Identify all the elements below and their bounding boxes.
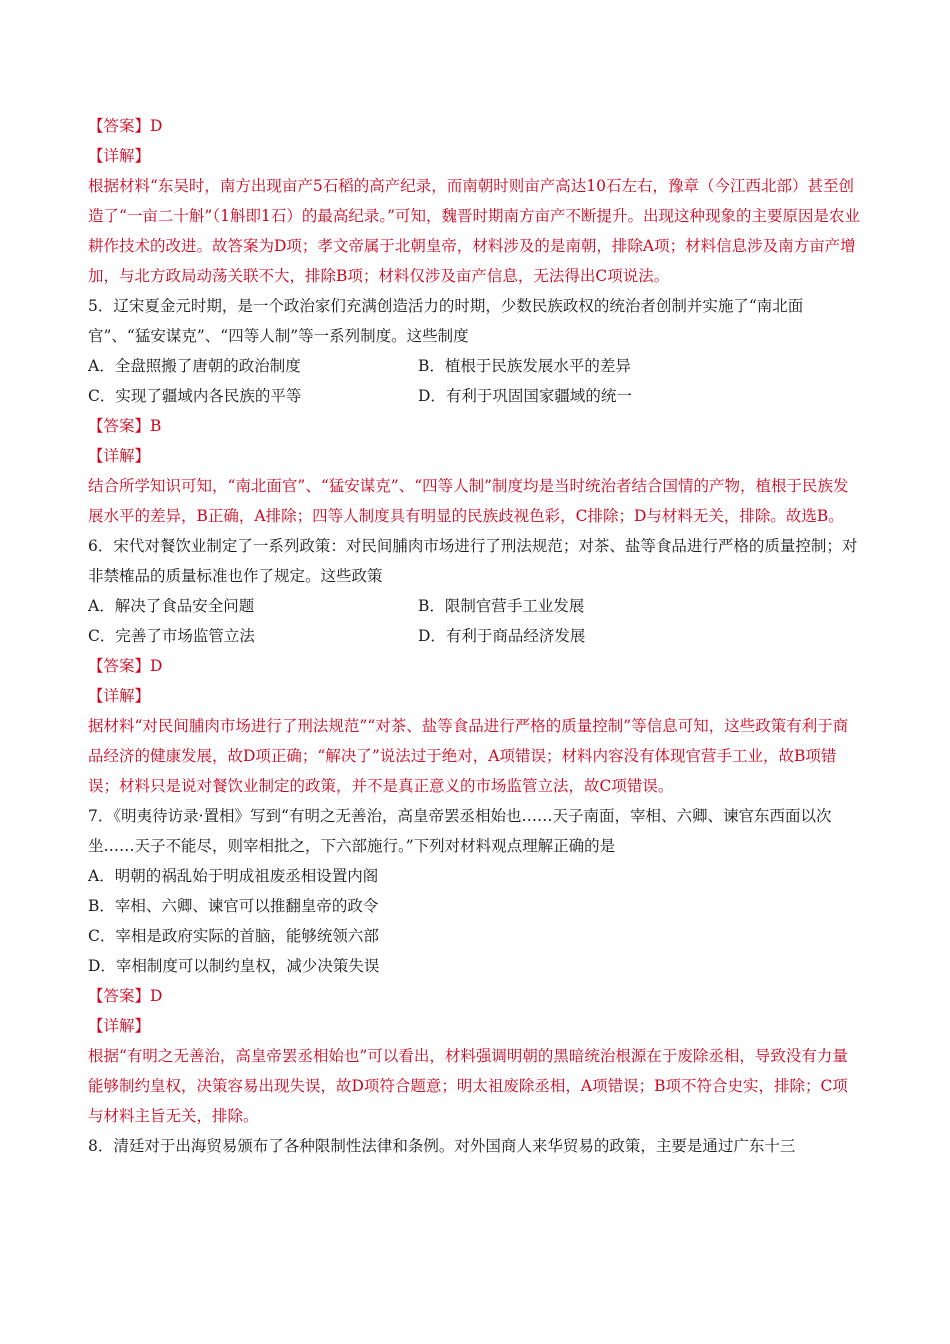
q6-options-row-1	[88, 591, 863, 621]
q6-option-c: C．完善了市场监管立法	[88, 627, 255, 645]
q6-explanation: 据材料“对民间脯肉市场进行了刑法规范”“对茶、盐等食品进行严格的质量控制”等信息可知，这些政策有利于商品经济的健康发展，故D项正确；“解决了”说法过于绝对，A项错误；材料内容没有体现官营手工业，故B项错误；材料只是说对餐饮业制定的政策，并不是真正意义的市场监管立法，故C项错误。	[88, 717, 849, 795]
q7-option-c: C．宰相是政府实际的首脑，能够统领六部	[88, 927, 379, 945]
q5-options-row-2	[88, 381, 863, 411]
q6-explain-label: 【详解】	[88, 687, 151, 705]
q5-options-row-1	[88, 351, 863, 381]
q6-option-b: B．限制官营手工业发展	[418, 597, 585, 615]
q5-option-d: D．有利于巩固国家疆域的统一	[418, 387, 632, 405]
q7-option-d: D．宰相制度可以制约皇权，减少决策失误	[88, 957, 380, 975]
q4-answer: 【答案】D	[88, 117, 163, 135]
q6-stem: 6．宋代对餐饮业制定了一系列政策：对民间脯肉市场进行了刑法规范；对茶、盐等食品进行严格的质量控制；对非禁榷品的质量标准也作了规定。这些政策	[88, 537, 858, 585]
page-content	[88, 111, 863, 1161]
q5-option-c: C．实现了疆域内各民族的平等	[88, 387, 302, 405]
q8-stem: 8．清廷对于出海贸易颁布了各种限制性法律和条例。对外国商人来华贸易的政策，主要是通过广东十三	[88, 1137, 796, 1155]
q7-stem: 7．《明夷待访录·置相》写到“有明之无善治，高皇帝罢丞相始也……天子南面，宰相、六卿、谏官东西面以次坐……天子不能尽，则宰相批之，下六部施行。”下列对材料观点理解正确的是	[88, 807, 832, 855]
q5-option-b: B．植根于民族发展水平的差异	[418, 357, 631, 375]
q5-stem: 5．辽宋夏金元时期，是一个政治家们充满创造活力的时期，少数民族政权的统治者创制并实施了“南北面官”、“猛安谋克”、“四等人制”等一系列制度。这些制度	[88, 297, 804, 345]
q5-explanation: 结合所学知识可知，“南北面官”、“猛安谋克”、“四等人制”制度均是当时统治者结合国情的产物，植根于民族发展水平的差异，B正确，A排除；四等人制度具有明显的民族歧视色彩，C排除；D与材料无关，排除。故选B。	[88, 477, 849, 525]
q7-explanation: 根据“有明之无善治，高皇帝罢丞相始也”可以看出，材料强调明朝的黑暗统治根源在于废除丞相，导致没有力量能够制约皇权，决策容易出现失误，故D项符合题意；明太祖废除丞相，A项错误；B项不符合史实，排除；C项与材料主旨无关，排除。	[88, 1047, 848, 1125]
q6-option-a: A．解决了食品安全问题	[88, 597, 255, 615]
q5-answer: 【答案】B	[88, 417, 162, 435]
q7-option-b: B．宰相、六卿、谏官可以推翻皇帝的政令	[88, 897, 379, 915]
q4-explanation: 根据材料“东吴时，南方出现亩产5石稻的高产纪录，而南朝时则亩产高达10石左右，豫章（今江西北部）甚至创造了“一亩二十斛”（1斛即1石）的最高纪录。”可知，魏晋时期南方亩产不断提升。出现这种现象的主要原因是农业耕作技术的改进。故答案为D项；孝文帝属于北朝皇帝，材料涉及的是南朝，排除A项；材料信息涉及南方亩产增加，与北方政局动荡关联不大，排除B项；材料仅涉及亩产信息，无法得出C项说法。	[88, 177, 860, 285]
q6-answer: 【答案】D	[88, 657, 163, 675]
q6-option-d: D．有利于商品经济发展	[418, 627, 586, 645]
q5-option-a: A．全盘照搬了唐朝的政治制度	[88, 357, 301, 375]
q6-options-row-2	[88, 621, 863, 651]
q7-answer: 【答案】D	[88, 987, 163, 1005]
q7-explain-label: 【详解】	[88, 1017, 151, 1035]
q5-explain-label: 【详解】	[88, 447, 151, 465]
q4-explain-label: 【详解】	[88, 147, 151, 165]
q7-option-a: A．明朝的祸乱始于明成祖废丞相设置内阁	[88, 867, 379, 885]
